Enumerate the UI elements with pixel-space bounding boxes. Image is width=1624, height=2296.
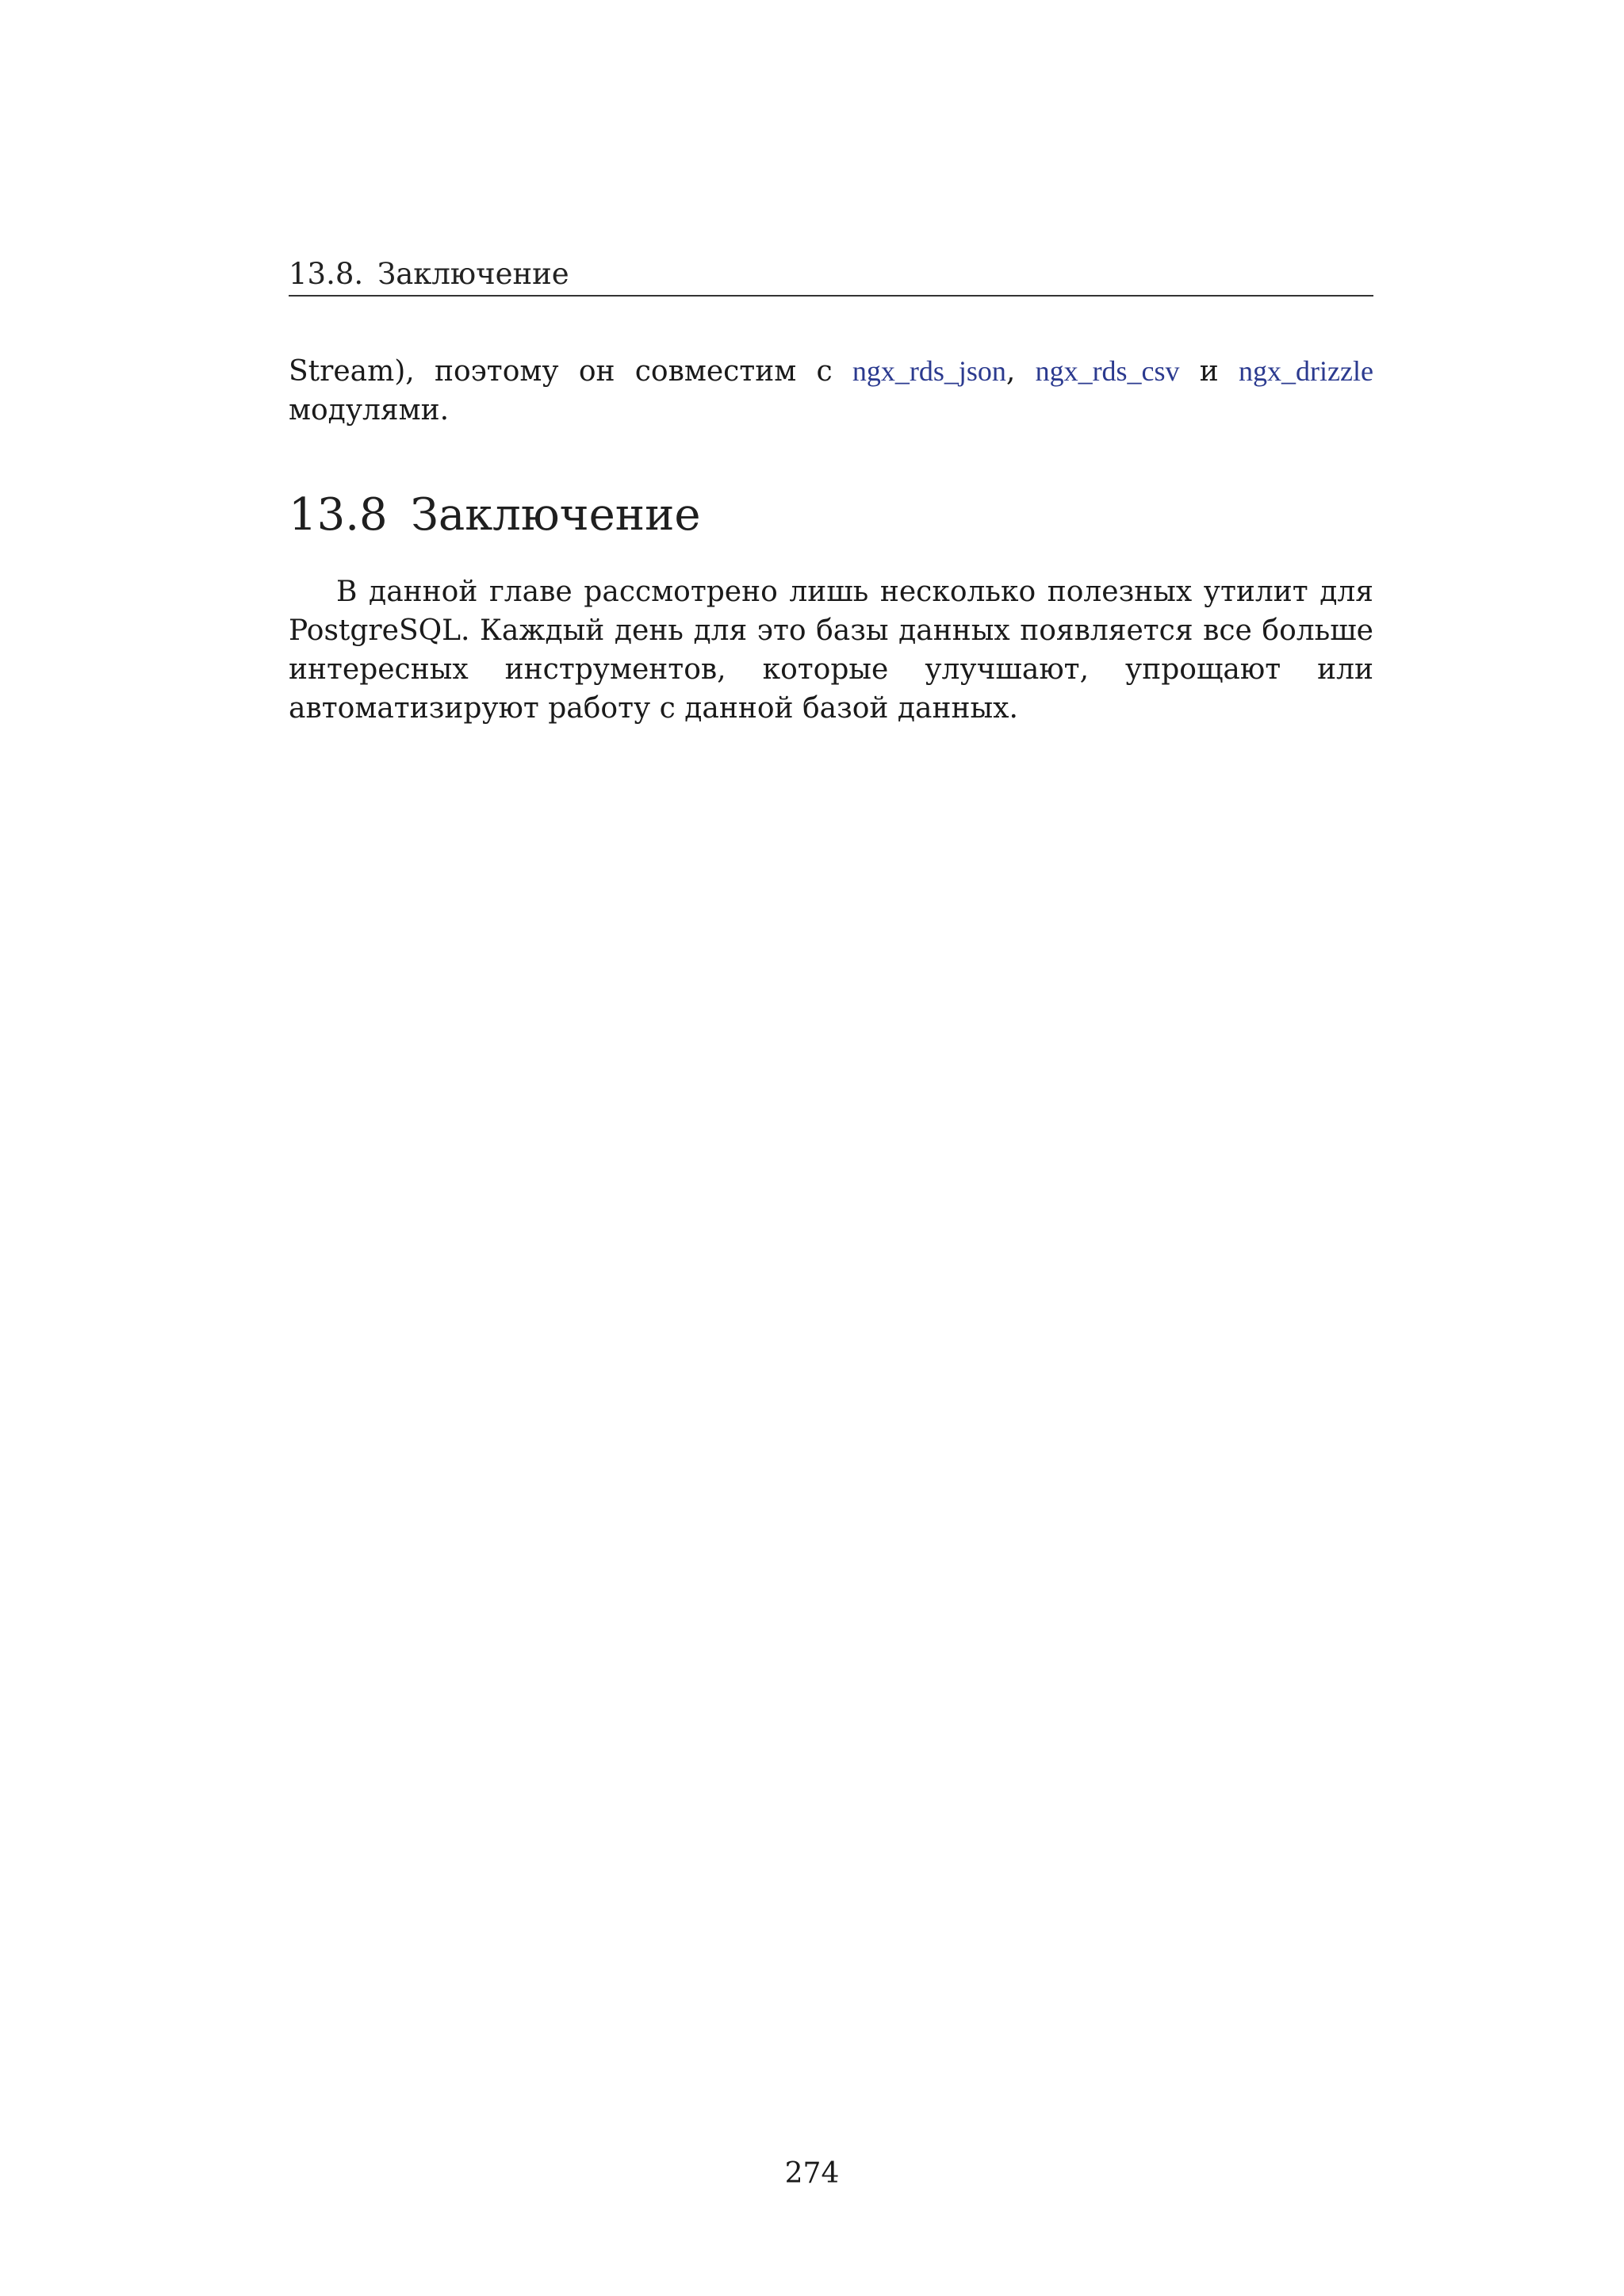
body-paragraph: В данной главе рассмотрено лишь несколько полезных утилит для PostgreSQL. Каждый день для это базы данных появляется все больше интересных инструментов, которые улучшают, упрощают или автоматизируют работу с данной базой данных. <box>289 576 1373 725</box>
continued-paragraph-lead: Stream), поэтому он совместим с <box>289 355 852 388</box>
running-head <box>289 255 1373 293</box>
page-number: 274 <box>784 2157 840 2190</box>
continued-paragraph <box>289 352 1373 430</box>
link-ngx-drizzle[interactable]: ngx_drizzle <box>1239 355 1373 387</box>
separator-comma: , <box>1005 355 1036 388</box>
section-heading <box>289 487 701 544</box>
running-head-number: 13.8. <box>289 257 364 291</box>
separator-and: и <box>1179 355 1239 388</box>
link-ngx-rds-csv[interactable]: ngx_rds_csv <box>1035 355 1180 387</box>
link-ngx-rds-json[interactable]: ngx_rds_json <box>852 355 1006 387</box>
header-rule <box>289 295 1373 297</box>
continued-paragraph-tail: модулями. <box>289 394 450 427</box>
running-head-title: Заключение <box>377 257 569 291</box>
section-title: Заключение <box>411 489 701 541</box>
section-number: 13.8 <box>289 489 388 541</box>
